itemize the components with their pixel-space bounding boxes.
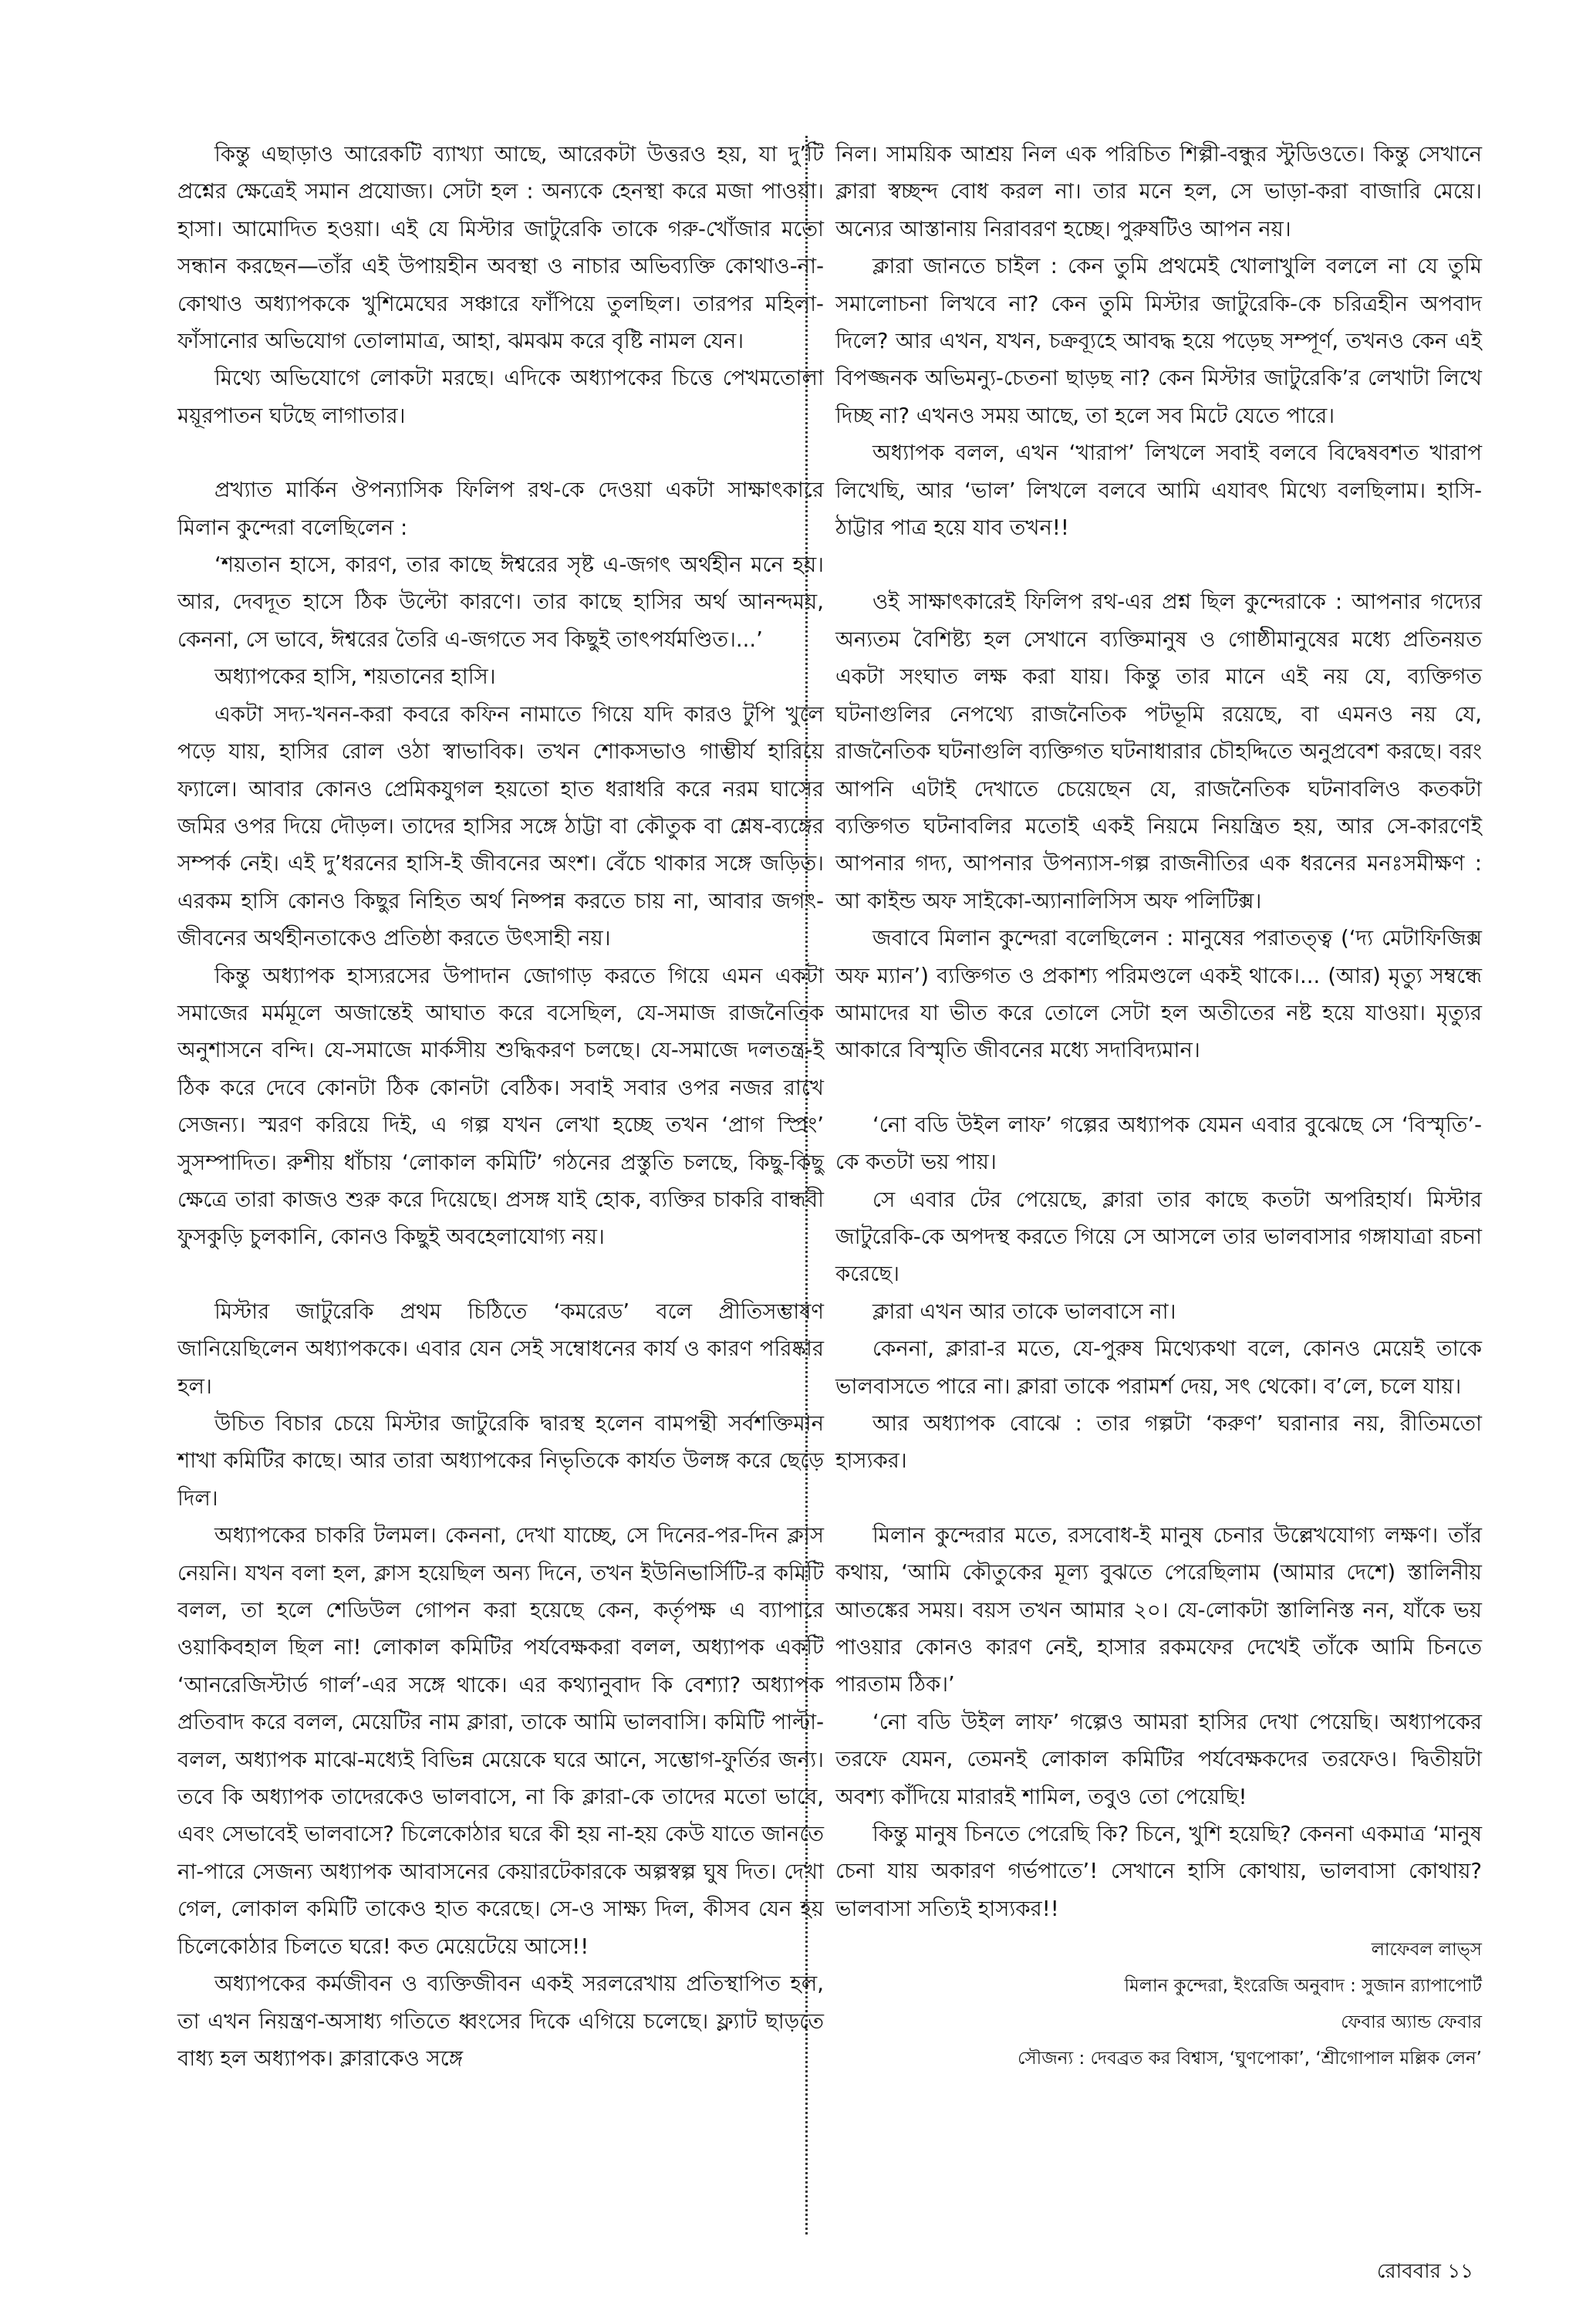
paragraph: ক্লারা এখন আর তাকে ভালবাসে না। [872,1299,1176,1324]
quote-paragraph: ‘শয়তান হাসে, কারণ, তার কাছে ঈশ্বরের সৃষ্ট এ-জগৎ অর্থহীন মনে হয়। আর, দেবদূত হাসে ঠিক উল্টো কারণে। তার কাছে হাসির অর্থ আনন্দময়, কেননা, সে ভাবে, ঈশ্বরের তৈরি এ-জগতে সব কিছুই তাৎপর্যমণ্ডিত।...’ [177,552,824,652]
paragraph: সে এবার টের পেয়েছে, ক্লারা তার কাছে কতটা অপরিহার্য। মিস্টার জাটুরেকি-কে অপদস্থ করতে গিয়ে সে আসলে তার ভালবাসার গঙ্গাযাত্রা রচনা করেছে। [835,1187,1482,1287]
paragraph: কিন্তু মানুষ চিনতে পেরেছি কি? চিনে, খুশি হয়েছি? কেননা একমাত্র ‘মানুষ চেনা যায় অকারণ গর্ভপাতে’! সেখানে হাসি কোথায়, ভালবাসা কোথায়? ভালবাসা সত্যিই হাস্যকর!! [835,1822,1482,1921]
paragraph: অধ্যাপকের চাকরি টলমল। কেননা, দেখা যাচ্ছে, সে দিনের-পর-দিন ক্লাস নেয়নি। যখন বলা হল, ক্লাস হয়েছিল অন্য দিনে, তখন ইউনিভার্সিটি-র কমিটি বলল, তা হলে শেডিউল গোপন করা হয়েছে কেন, কর্তৃপক্ষ এ ব্যাপারে ওয়াকিবহাল ছিল না! লোকাল কমিটির পর্যবেক্ষকরা বলল, অধ্যাপক একটি ‘আনরেজিস্টার্ড গার্ল’-এর সঙ্গে থাকে। এর কথ্যানুবাদ কি বেশ্যা? অধ্যাপক প্রতিবাদ করে বলল, মেয়েটির নাম ক্লারা, তাকে আমি ভালবাসি। কমিটি পাল্টা-বলল, অধ্যাপক মাঝে-মধ্যেই বিভিন্ন মেয়েকে ঘরে আনে, সম্ভোগ-ফুর্তির জন্য। তবে কি অধ্যাপক তাদেরকেও ভালবাসে, না কি ক্লারা-কে তাদের মতো ভাবে, এবং সেভাবেই ভালবাসে? চিলেকোঠার ঘরে কী হয় না-হয় কেউ যাতে জানতে না-পারে সেজন্য অধ্যাপক আবাসনের কেয়ারটেকারকে অল্পস্বল্প ঘুষ দিত। দেখা গেল, লোকাল কমিটি তাকেও হাত করেছে। সে-ও সাক্ষ্য দিল, কীসব যেন হয় চিলেকোঠার চিলতে ঘরে! কত মেয়েটেয়ে আসে!! [177,1523,824,1959]
credit-book-title: লাফেবল লাভ্‌স [1371,1940,1482,1961]
paragraph: মিলান কুন্দেরার মতে, রসবোধ-ই মানুষ চেনার উল্লেখযোগ্য লক্ষণ। তাঁর কথায়, ‘আমি কৌতুকের মূল্য বুঝতে পেরেছিলাম (আমার দেশে) স্তালিনীয় আতঙ্কের সময়। বয়স তখন আমার ২০। যে-লোকটা স্তালিনিস্ত নন, যাঁকে ভয় পাওয়ার কোনও কারণ নেই, হাসার রকমফের দেখেই তাঁকে আমি চিনতে পারতাম ঠিক।’ [835,1522,1482,1697]
paragraph: ক্লারা জানতে চাইল : কেন তুমি প্রথমেই খোলাখুলি বললে না যে তুমি সমালোচনা লিখবে না? কেন তুমি মিস্টার জাটুরেকি-কে চরিত্রহীন অপবাদ দিলে? আর এখন, যখন, চক্রব্যূহে আবদ্ধ হয়ে পড়েছ সম্পূর্ণ, তখনও কেন এই বিপজ্জনক অভিমন্যু-চেতনা ছাড়ছ না? কেন মিস্টার জাটুরেকি’র লেখাটা লিখে দিচ্ছ না? এখনও সময় আছে, তা হলে সব মিটে যেতে পারে। [835,254,1482,428]
paragraph: আর অধ্যাপক বোঝে : তার গল্পটা ‘করুণ’ ঘরানার নয়, রীতিমতো হাস্যকর। [835,1411,1482,1474]
credit-author-translator: মিলান কুন্দেরা, ইংরেজি অনুবাদ : সুজান র‍্যাপাপোর্ট [1124,1976,1482,1997]
paragraph: অধ্যাপকের কর্মজীবন ও ব্যক্তিজীবন একই সরলরেখায় প্রতিস্থাপিত হল, তা এখন নিয়ন্ত্রণ-অসাধ্য গতিতে ধ্বংসের দিকে এগিয়ে চলেছে। ফ্ল্যাট ছাড়তে বাধ্য হল অধ্যাপক। ক্লারাকেও সঙ্গে [177,1971,824,2071]
paragraph: অধ্যাপকের হাসি, শয়তানের হাসি। [214,664,496,690]
paragraph: ‘নো বডি উইল লাফ’ গল্পের অধ্যাপক যেমন এবার বুঝেছে সে ‘বিস্মৃতি’-কে কতটা ভয় পায়। [835,1112,1482,1175]
paragraph: ওই সাক্ষাৎকারেই ফিলিপ রথ-এর প্রশ্ন ছিল কুন্দেরাকে : আপনার গদ্যের অন্যতম বৈশিষ্ট্য হল সেখানে ব্যক্তিমানুষ ও গোষ্ঠীমানুষের মধ্যে প্রতিনয়ত একটা সংঘাত লক্ষ করা যায়। কিন্তু তার মানে এই নয় যে, ব্যক্তিগত ঘটনাগুলির নেপথ্যে রাজনৈতিক পটভূমি রয়েছে, বা এমনও নয় যে, রাজনৈতিক ঘটনাগুলি ব্যক্তিগত ঘটনাধারার চৌহদ্দিতে অনুপ্রবেশ করছে। বরং আপনি এটাই দেখাতে চেয়েছেন যে, রাজনৈতিক ঘটনাবলিও কতকটা ব্যক্তিগত ঘটনাবলির মতোই একই নিয়মে নিয়ন্ত্রিত হয়, আর সে-কারণেই আপনার গদ্য, আপনার উপন্যাস-গল্প রাজনীতির এক ধরনের মনঃসমীক্ষণ : আ কাইন্ড অফ সাইকো-অ্যানালিসিস অফ পলিটিক্স। [835,589,1482,914]
left-column [177,136,824,2077]
column-divider [805,136,808,2234]
page-folio: রোববার ১১ [1376,2260,1473,2283]
paragraph: মিথ্যে অভিযোগে লোকটা মরছে। এদিকে অধ্যাপকের চিত্তে পেখমতোলা ময়ূরপাতন ঘটছে লাগাতার। [177,366,824,428]
source-credits [835,1932,1482,2077]
paragraph: কিন্তু অধ্যাপক হাস্যরসের উপাদান জোগাড় করতে গিয়ে এমন একটা সমাজের মর্মমূলে অজান্তেই আঘাত করে বসেছিল, যে-সমাজ রাজনৈতিক অনুশাসনে বন্দি। যে-সমাজে মার্কসীয় শুদ্ধিকরণ চলছে। যে-সমাজে দলতন্ত্র-ই ঠিক করে দেবে কোনটা ঠিক কোনটা বেঠিক। সবাই সবার ওপর নজর রাখে সেজন্য। স্মরণ করিয়ে দিই, এ গল্প যখন লেখা হচ্ছে তখন ‘প্রাগ স্প্রিং’ সুসম্পাদিত। রুশীয় ধাঁচায় ‘লোকাল কমিটি’ গঠনের প্রস্তুতি চলছে, কিছু-কিছু ক্ষেত্রে তারা কাজও শুরু করে দিয়েছে। প্রসঙ্গ যাই হোক, ব্যক্তির চাকরি বান্ধবী ফুসকুড়ি চুলকানি, কোনও কিছুই অবহেলাযোগ্য নয়। [177,963,824,1250]
credit-publisher: ফেবার অ্যান্ড ফেবার [1341,2012,1482,2033]
paragraph: অধ্যাপক বলল, এখন ‘খারাপ’ লিখলে সবাই বলবে বিদ্বেষবশত খারাপ লিখেছি, আর ‘ভাল’ লিখলে বলবে আমি এযাবৎ মিথ্যে বলছিলাম। হাসি-ঠাট্টার পাত্র হয়ে যাব তখন!! [835,441,1482,541]
paragraph: নিল। সাময়িক আশ্রয় নিল এক পরিচিত শিল্পী-বন্ধুর স্টুডিওতে। কিন্তু সেখানে ক্লারা স্বচ্ছন্দ বোধ করল না। তার মনে হল, সে ভাড়া-করা বাজারি মেয়ে। অন্যের আস্তানায় নিরাবরণ হচ্ছে। পুরুষটিও আপন নয়। [835,142,1482,242]
paragraph: কিন্তু এছাড়াও আরেকটি ব্যাখ্যা আছে, আরেকটা উত্তরও হয়, যা দু’টি প্রশ্নের ক্ষেত্রেই সমান প্রযোজ্য। সেটা হল : অন্যকে হেনস্থা করে মজা পাওয়া। হাসা। আমোদিত হওয়া। এই যে মিস্টার জাটুরেকি তাকে গরু-খোঁজার মতো সন্ধান করছেন—তাঁর এই উপায়হীন অবস্থা ও নাচার অভিব্যক্তি কোথাও-না-কোথাও অধ্যাপককে খুশিমেঘের সঞ্চারে ফাঁপিয়ে তুলছিল। তারপর মহিলা-ফাঁসানোর অভিযোগ তোলামাত্র, আহা, ঝমঝম করে বৃষ্টি নামল যেন। [177,142,824,354]
paragraph: উচিত বিচার চেয়ে মিস্টার জাটুরেকি দ্বারস্থ হলেন বামপন্থী সর্বশক্তিমান শাখা কমিটির কাছে। আর তারা অধ্যাপকের নিভৃতিকে কার্যত উলঙ্গ করে ছেড়ে দিল। [177,1411,824,1511]
right-column [835,136,1482,2077]
paragraph: কেননা, ক্লারা-র মতে, যে-পুরুষ মিথ্যেকথা বলে, কোনও মেয়েই তাকে ভালবাসতে পারে না। ক্লারা তাকে পরামর্শ দেয়, সৎ থেকো। ব’লে, চলে যায়। [835,1336,1482,1399]
paragraph: ‘নো বডি উইল লাফ’ গল্পেও আমরা হাসির দেখা পেয়েছি। অধ্যাপকের তরফে যেমন, তেমনই লোকাল কমিটির পর্যবেক্ষকদের তরফেও। দ্বিতীয়টা অবশ্য কাঁদিয়ে মারারই শামিল, তবুও তো পেয়েছি! [835,1709,1482,1809]
paragraph: মিস্টার জাটুরেকি প্রথম চিঠিতে ‘কমরেড’ বলে প্রীতিসম্ভাষণ জানিয়েছিলেন অধ্যাপককে। এবার যেন সেই সম্বোধনের কার্য ও কারণ পরিষ্কার হল। [177,1299,824,1399]
credit-courtesy: সৌজন্য : দেবব্রত কর বিশ্বাস, ‘ঘুণপোকা’, ‘শ্রীগোপাল মল্লিক লেন’ [1017,2049,1482,2069]
paragraph: জবাবে মিলান কুন্দেরা বলেছিলেন : মানুষের পরাতত্ত্ব (‘দ্য মেটাফিজিক্স অফ ম্যান’) ব্যক্তিগত ও প্রকাশ্য পরিমণ্ডলে একই থাকে।... (আর) মৃত্যু সম্বন্ধে আমাদের যা ভীত করে তোলে সেটা হল অতীতের নষ্ট হয়ে যাওয়া। মৃত্যুর আকারে বিস্মৃতি জীবনের মধ্যে সদাবিদ্যমান। [835,926,1482,1063]
paragraph: প্রখ্যাত মার্কিন ঔপন্যাসিক ফিলিপ রথ-কে দেওয়া একটা সাক্ষাৎকারে মিলান কুন্দেরা বলেছিলেন : [177,478,824,540]
paragraph: একটা সদ্য-খনন-করা কবরে কফিন নামাতে গিয়ে যদি কারও টুপি খুলে পড়ে যায়, হাসির রোল ওঠা স্বাভাবিক। তখন শোকসভাও গাম্ভীর্য হারিয়ে ফ্যালে। আবার কোনও প্রেমিকযুগল হয়তো হাত ধরাধরি করে নরম ঘাসের জমির ওপর দিয়ে দৌড়ল। তাদের হাসির সঙ্গে ঠাট্টা বা কৌতুক বা শ্লেষ-ব্যঙ্গের সম্পর্ক নেই। এই দু’ধরনের হাসি-ই জীবনের অংশ। বেঁচে থাকার সঙ্গে জড়িত। এরকম হাসি কোনও কিছুর নিহিত অর্থ নিষ্পন্ন করতে চায় না, আবার জগৎ-জীবনের অর্থহীনতাকেও প্রতিষ্ঠা করতে উৎসাহী নয়। [177,701,824,951]
